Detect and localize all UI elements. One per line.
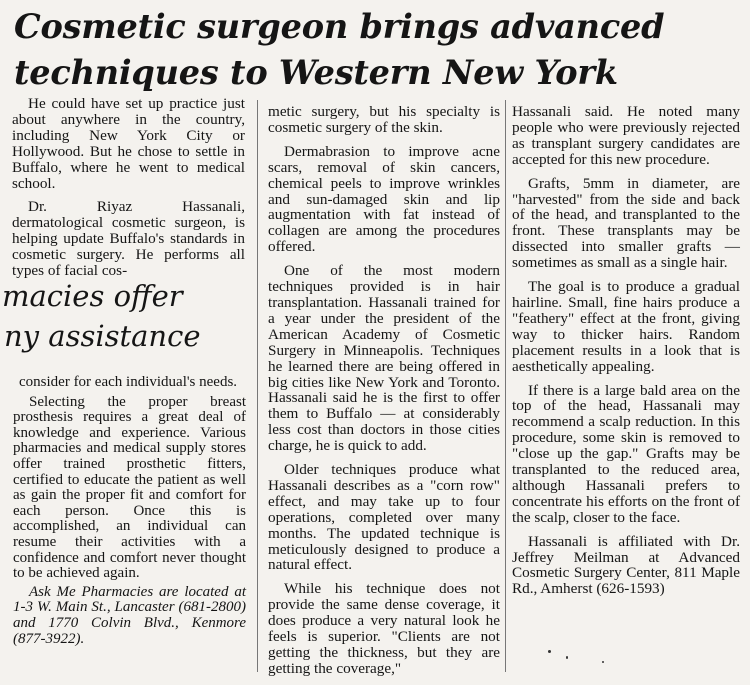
headline-line-2: techniques to Western New York <box>14 53 618 92</box>
column-divider <box>257 100 258 672</box>
sidebar-headline <box>0 276 262 356</box>
sidebar-headline-line-2: ny assistance <box>4 319 201 353</box>
column-1-bottom <box>13 375 246 655</box>
paragraph: Hassanali is affiliated with Dr. Jeffrey Meilman at Advanced Cosmetic Surgery Center, 811 Maple Rd., Amherst (626-1593) <box>512 532 740 598</box>
paragraph: The goal is to produce a gradual hairline. Small, fine hairs produce a "feathery" effect at the front, giving way to thicker hairs. Random placement results in a look that is aesthetically appealing. <box>512 278 740 375</box>
column-divider <box>505 100 506 672</box>
paragraph: He could have set up practice just about anywhere in the country, including New York City or Hollywood. But he chose to settle in Buffalo, where he went to medical school. <box>12 95 245 192</box>
article-headline <box>14 4 744 96</box>
paragraph: Selecting the proper breast prosthesis requires a great deal of knowledge and experience. Various pharmacies and medical supply stores offer trained prosthetic fitters, certified to educate the patient as well as gain the proper fit and comfort for each person. Once this is accomplished, an individual can resume their activities with a confidence and comfort never thought to be achieved again. <box>13 393 246 582</box>
paragraph: Grafts, 5mm in diameter, are "harvested" from the side and back of the head, and transplanted to the front. These transplants may be dissected into smaller grafts — sometimes as small as a single hair. <box>512 174 740 272</box>
paragraph: consider for each individual's needs. <box>19 374 238 390</box>
paragraph: One of the most modern techniques provided is in hair transplantation. Hassanali trained for a year under the president of the American Academy of Cosmetic Surgery in Minneapolis. Techniques he learned there are being offered in big cities like New York and Toronto. Hassanali said he is the first to offer them to Buffalo — at considerably less cost than doctors in those cities charge, he is quick to add. <box>268 262 500 455</box>
paragraph: Hassanali said. He noted many people who were previously rejected as transplant surgery candidates are accepted for this new procedure. <box>512 103 740 168</box>
paragraph: Dermabrasion to improve acne scars, removal of skin cancers, chemical peels to improve wrinkles and sun-damaged skin and lip augmentation with fat instead of collagen are among the procedures offered. <box>268 142 500 256</box>
column-2 <box>268 104 500 685</box>
paragraph: Older techniques produce what Hassanali describes as a "corn row" effect, and may take up to four operations, completed over many months. The updated technique is meticulously designed to produce a natural effect. <box>268 461 500 574</box>
sidebar-headline-line-1: macies offer <box>2 279 183 313</box>
print-speck <box>602 661 604 663</box>
paragraph: If there is a large bald area on the top of the head, Hassanali may recommend a scalp reduction. In this procedure, some skin is removed to "close up the gap." Grafts may be transplanted to the reduced area, although Hassanali prefers to concentrate his efforts on the front of the scalp, closer to the face. <box>512 381 740 526</box>
column-3 <box>512 104 740 605</box>
print-speck <box>548 650 551 653</box>
print-speck <box>566 656 568 659</box>
paragraph: While his technique does not provide the same dense coverage, it does produce a very natural look he feels is superior. "Clients are not getting the thickness, but they are getting the coverage," <box>268 580 500 677</box>
paragraph: Dr. Riyaz Hassanali, dermatological cosmetic surgeon, is helping update Buffalo's standards in cosmetic surgery. He performs all types of facial cos- <box>12 198 245 280</box>
paragraph: metic surgery, but his specialty is cosmetic surgery of the skin. <box>268 103 500 136</box>
column-1-top <box>12 96 245 283</box>
headline-line-1: Cosmetic surgeon brings advanced <box>14 7 665 46</box>
sidebar-credit: Ask Me Pharmacies are located at 1-3 W. Main St., Lancaster (681-2800) and 1770 Colvin Blvd., Kenmore (877-3922). <box>13 583 246 647</box>
